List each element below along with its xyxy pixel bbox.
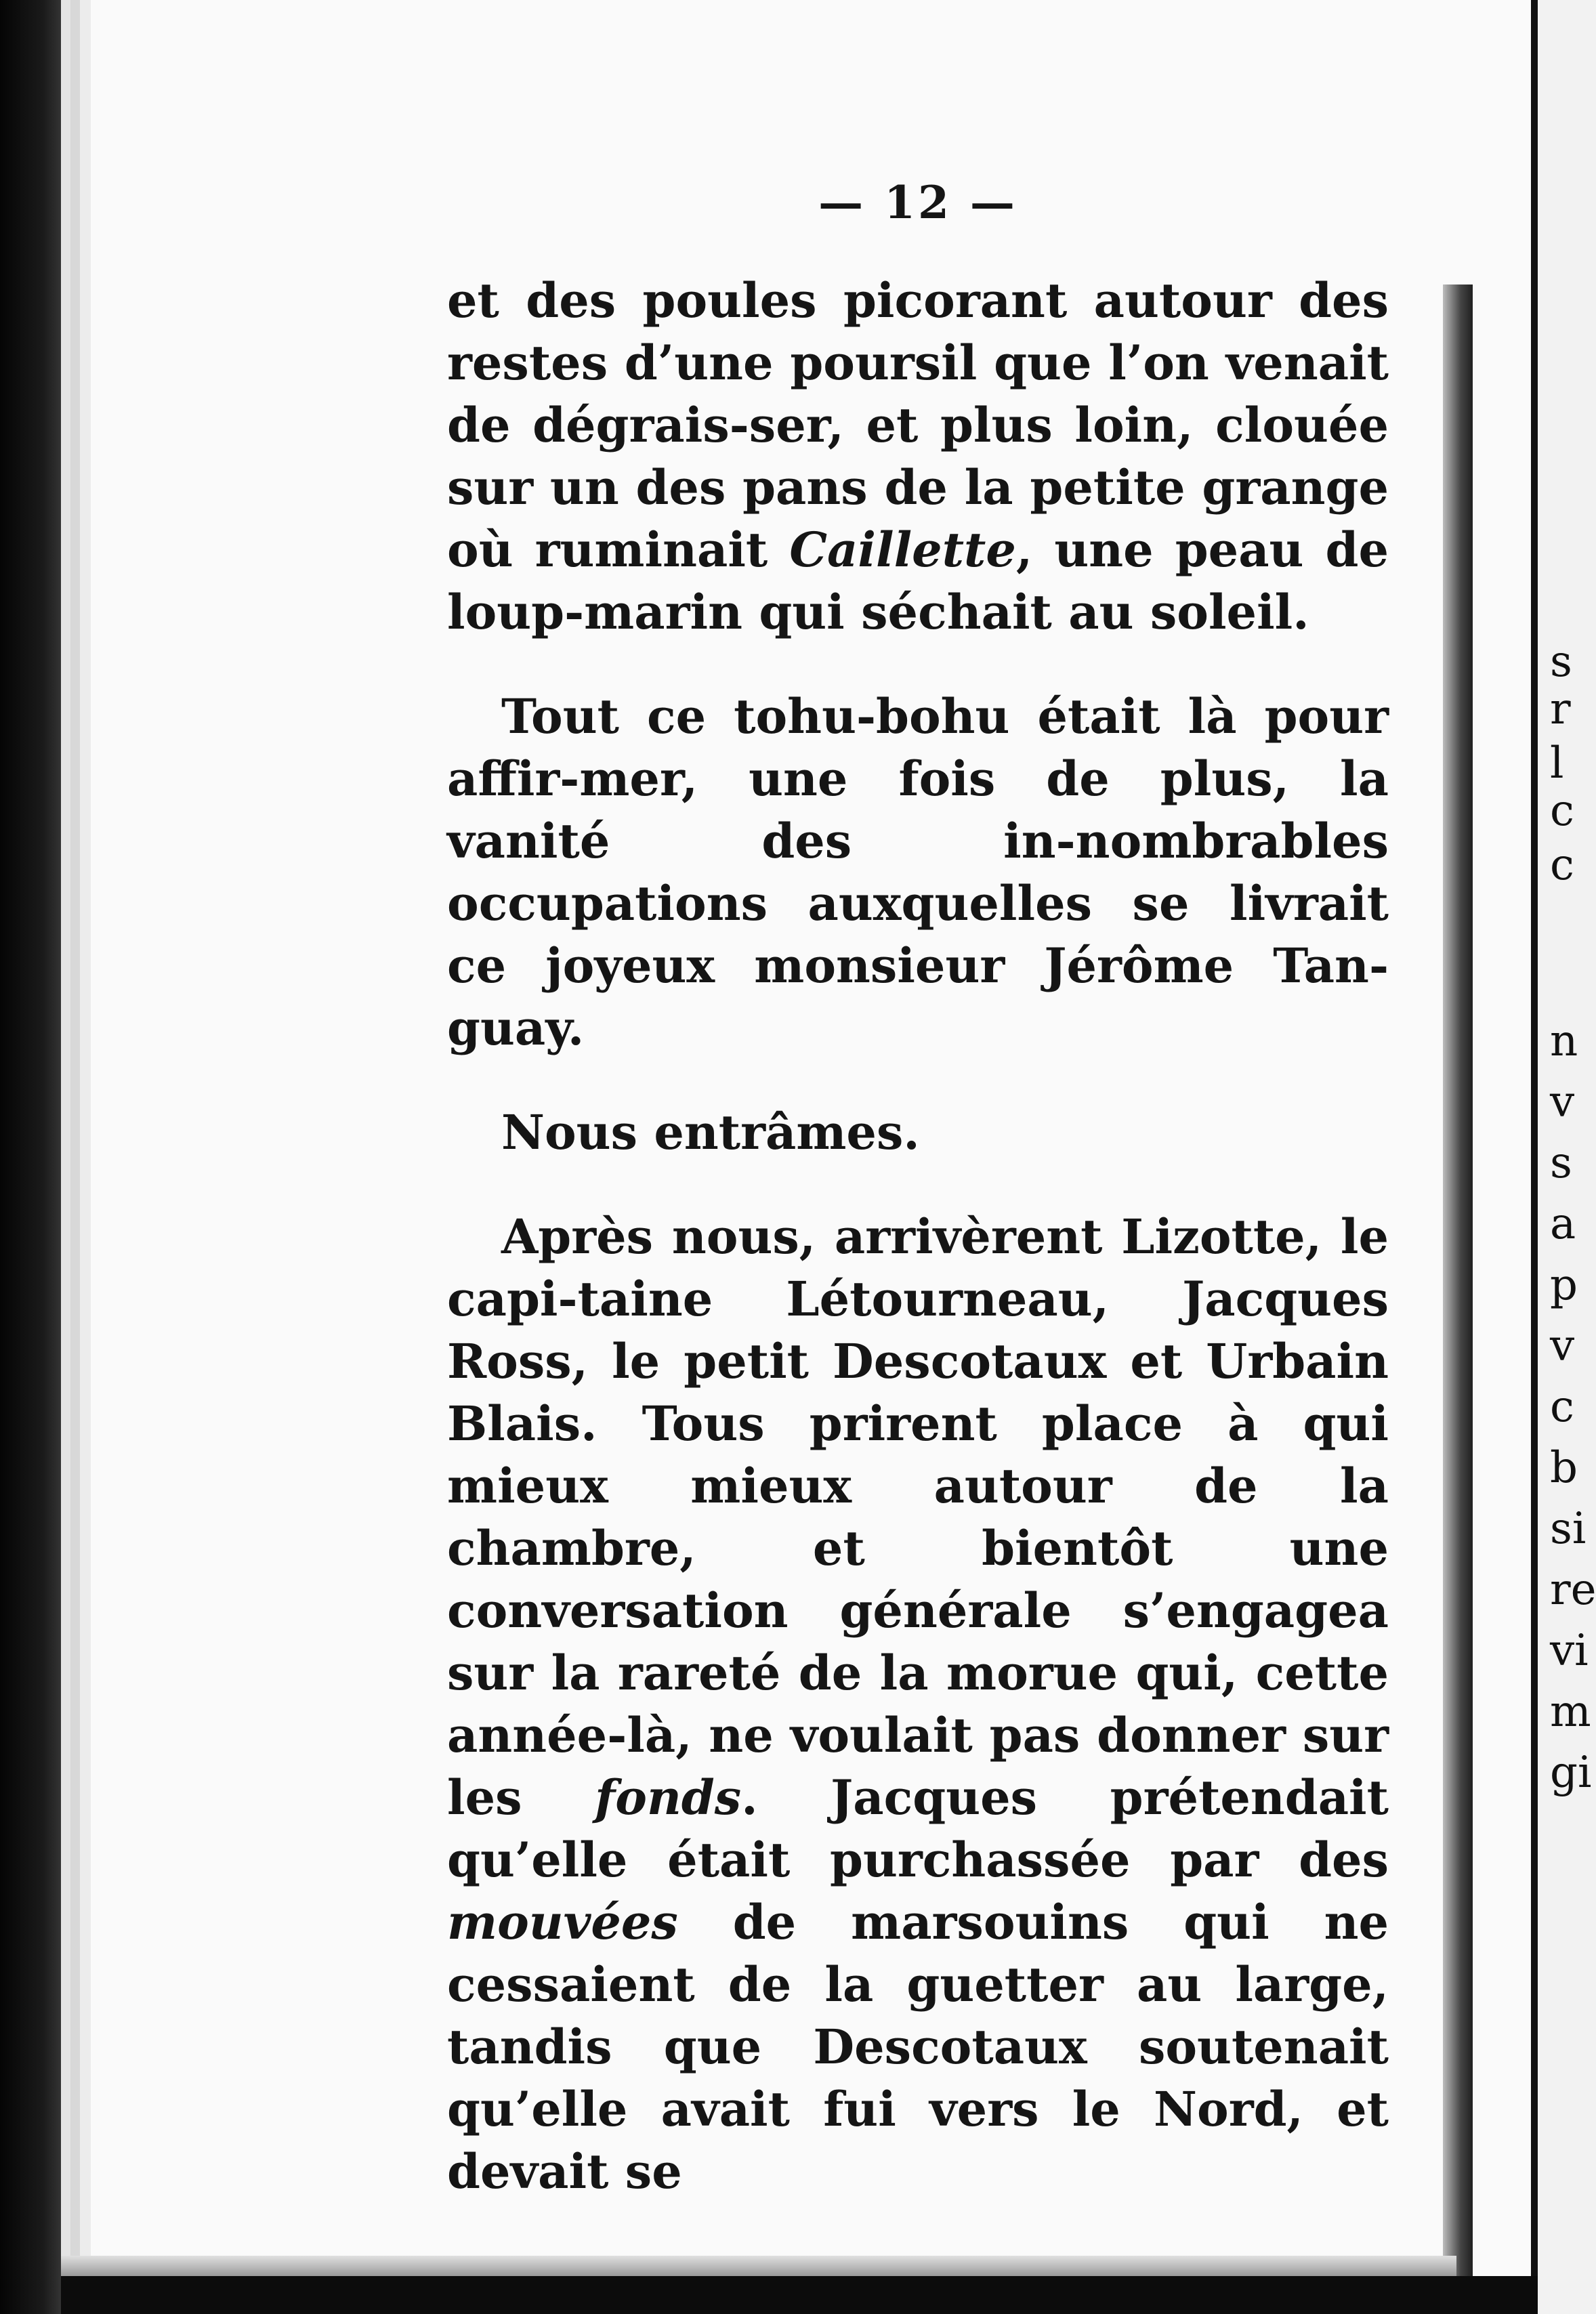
- text-run-italic: Caillette: [789, 522, 1016, 578]
- paragraph-3: [447, 1101, 1389, 1164]
- text-run-italic: fonds: [595, 1769, 742, 1826]
- adjacent-page-strip: [1538, 0, 1596, 2314]
- page-number: — 12 —: [818, 176, 1017, 229]
- adjacent-page-letter: m: [1550, 1687, 1591, 1737]
- adjacent-page-letter: p: [1550, 1260, 1578, 1310]
- adjacent-page-letter: a: [1550, 1199, 1576, 1249]
- adjacent-page-letter: s: [1550, 1138, 1572, 1188]
- adjacent-page-letter: n: [1550, 1016, 1578, 1066]
- page-gutter-shadow: [1443, 285, 1473, 2276]
- page-bottom-edge: [61, 2256, 1456, 2276]
- text-run: Tout ce tohu-bohu était là pour affir-mer, une fois de plus, la vanité des in-nombrables occupations auxquelles se livrait ce joyeux monsieur Jérôme Tan-guay.: [447, 688, 1389, 1056]
- adjacent-page-letter: vi: [1550, 1626, 1589, 1676]
- paragraph-2: [447, 686, 1389, 1059]
- adjacent-page-letter: v: [1550, 1077, 1575, 1127]
- adjacent-page-letter: r: [1550, 684, 1571, 734]
- text-run: . Jacques prétendait qu’elle était purchassée par des: [447, 1769, 1389, 1888]
- adjacent-page-letter: re: [1550, 1565, 1596, 1615]
- scan-border-left: [0, 0, 61, 2314]
- text-run: , une peau de loup-marin qui séchait au soleil.: [447, 522, 1389, 640]
- adjacent-page-letter: c: [1550, 840, 1574, 890]
- text-run: Nous entrâmes.: [501, 1104, 920, 1160]
- paragraph-4: [447, 1206, 1389, 2203]
- adjacent-page-letter: s: [1550, 637, 1572, 687]
- paragraph-1: [447, 270, 1389, 644]
- text-run: Après nous, arrivèrent Lizotte, le capi-taine Létourneau, Jacques Ross, le petit Descotaux et Urbain Blais. Tous prirent place à qui mieux mieux autour de la chambre, et bientôt une conversation générale s’engagea sur la rareté de la morue qui, cette année-là, ne voulait pas donner sur les: [447, 1208, 1389, 1826]
- page-text: [447, 176, 1389, 2245]
- adjacent-page-letter: si: [1550, 1504, 1587, 1554]
- adjacent-page-letter: b: [1550, 1443, 1578, 1493]
- adjacent-page-letter: gi: [1550, 1748, 1592, 1798]
- text-run: de marsouins qui ne cessaient de la guetter au large, tandis que Descotaux soutenait qu’elle avait fui vers le Nord, et devait se: [447, 1894, 1389, 2200]
- adjacent-page-letter: v: [1550, 1321, 1575, 1371]
- text-run: et des poules picorant autour des restes d’une poursil que l’on venait de dégrais-ser, et plus loin, clouée sur un des pans de la petite grange où ruminait: [447, 272, 1389, 578]
- text-run-italic: mouvées: [447, 1894, 678, 1950]
- adjacent-page-letter: c: [1550, 786, 1574, 836]
- adjacent-page-letter: l: [1550, 738, 1564, 788]
- adjacent-page-letter: c: [1550, 1382, 1574, 1432]
